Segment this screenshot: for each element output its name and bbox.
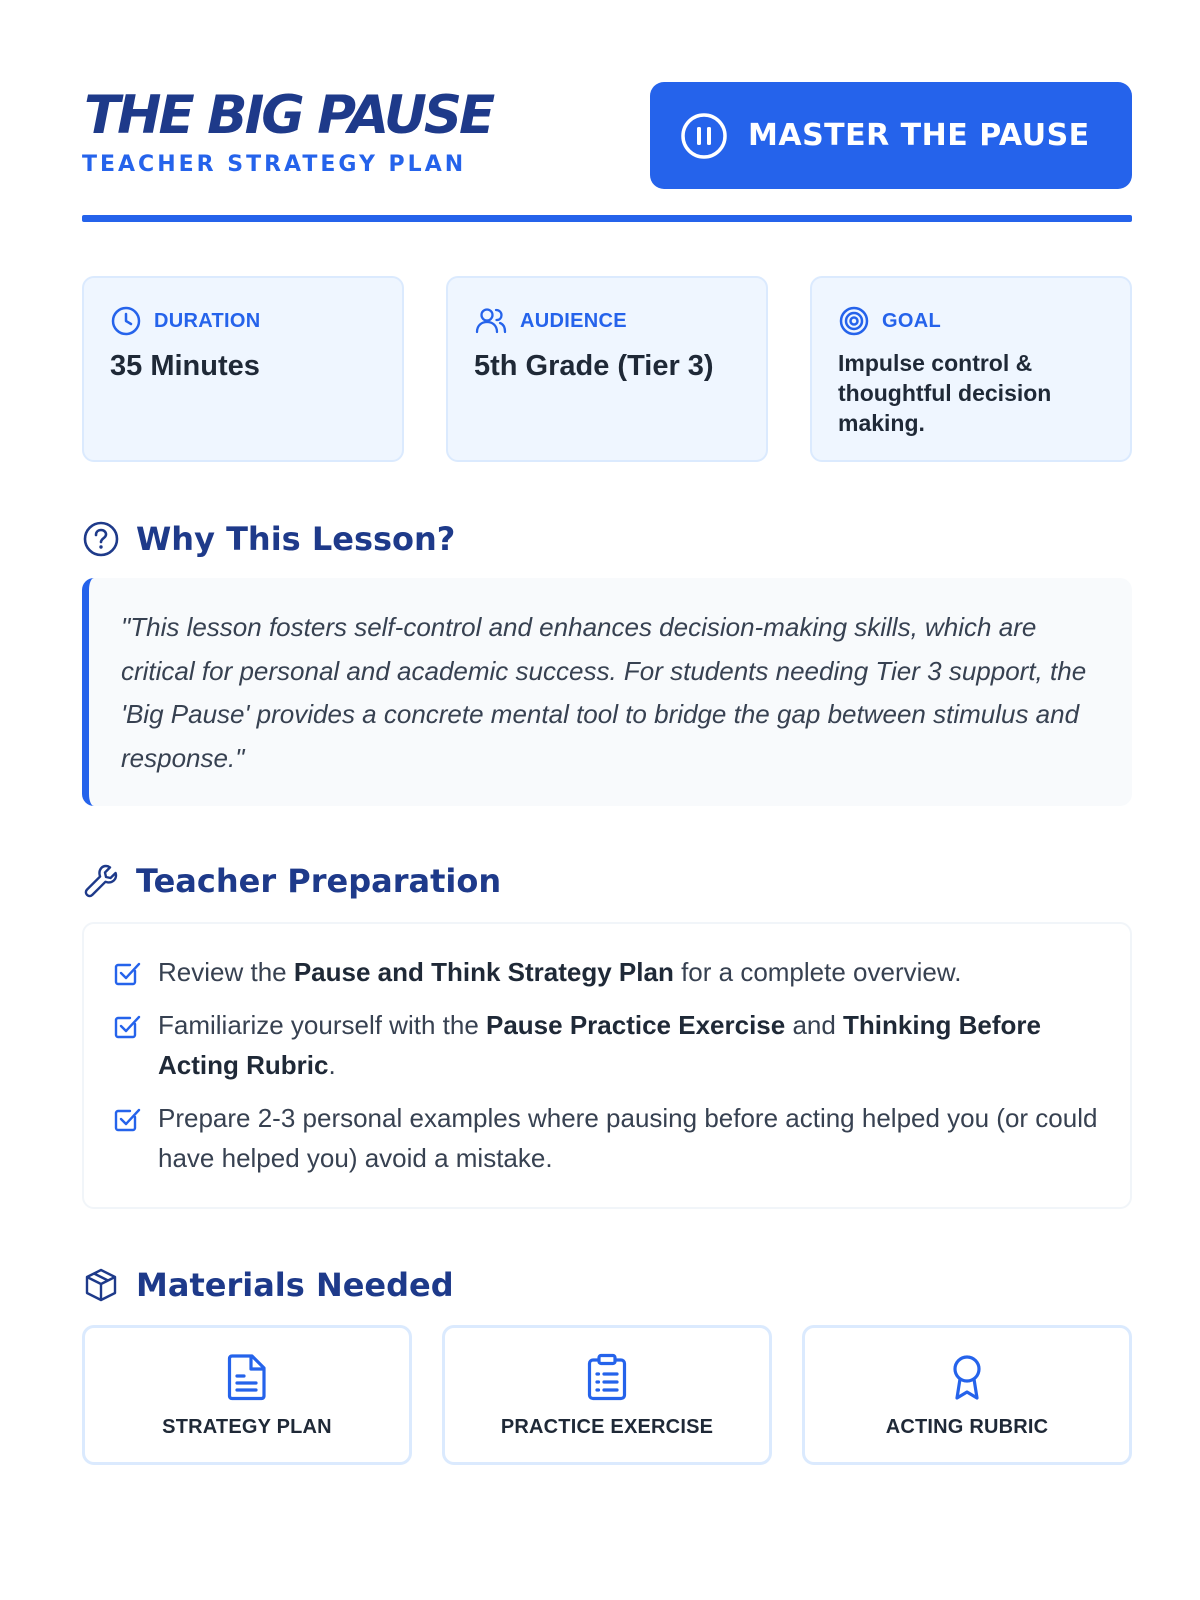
material-label: STRATEGY PLAN <box>162 1416 332 1438</box>
material-label: PRACTICE EXERCISE <box>500 1416 714 1438</box>
material-acting-rubric[interactable] <box>802 1325 1132 1465</box>
page-subtitle: TEACHER STRATEGY PLAN <box>82 152 467 177</box>
checkbox-checked-icon <box>112 1011 142 1041</box>
page-title: THE BIG PAUSE <box>84 85 493 146</box>
audience-value: 5th Grade (Tier 3) <box>474 350 714 382</box>
why-quote: "This lesson fosters self-control and enhances decision-making skills, which are critical for personal and academic success. For students needing Tier 3 support, the 'Big Pause' provides a concrete mental tool to bridge the gap between stimulus and response." <box>82 578 1132 806</box>
wrench-icon <box>82 862 120 900</box>
audience-label: AUDIENCE <box>520 309 627 332</box>
materials-list <box>82 1325 1132 1465</box>
material-practice-exercise[interactable] <box>442 1325 772 1465</box>
header-divider <box>82 215 1132 222</box>
checkbox-checked-icon <box>112 958 142 988</box>
pause-circle-icon <box>680 112 728 160</box>
prep-item-text: Prepare 2-3 personal examples where pausing before acting helped you (or could have helped you) avoid a mistake. <box>158 1103 1098 1173</box>
audience-card <box>446 276 768 462</box>
prep-section-heading <box>82 862 501 900</box>
document-icon <box>224 1352 270 1402</box>
users-icon <box>474 305 508 337</box>
goal-value: Impulse control & thoughtful decision making. <box>838 350 1052 436</box>
prep-item-text: Review the Pause and Think Strategy Plan for a complete overview. <box>158 957 962 987</box>
material-strategy-plan[interactable] <box>82 1325 412 1465</box>
header <box>82 0 1132 222</box>
prep-heading: Teacher Preparation <box>136 862 502 900</box>
materials-section-heading <box>82 1266 454 1304</box>
prep-item <box>112 952 1102 992</box>
materials-heading: Materials Needed <box>136 1266 454 1304</box>
prep-item <box>112 1005 1102 1085</box>
master-the-pause-button[interactable] <box>650 82 1132 189</box>
prep-item <box>112 1098 1102 1178</box>
cta-label: MASTER THE PAUSE <box>748 118 1090 153</box>
prep-checklist-card <box>82 922 1132 1209</box>
why-heading: Why This Lesson? <box>136 520 456 558</box>
target-icon <box>838 305 870 337</box>
goal-card <box>810 276 1132 462</box>
checkbox-checked-icon <box>112 1104 142 1134</box>
question-circle-icon <box>82 520 120 558</box>
prep-checklist <box>112 952 1102 1178</box>
material-label: ACTING RUBRIC <box>885 1416 1049 1438</box>
clipboard-list-icon <box>584 1352 630 1402</box>
goal-label: GOAL <box>882 309 941 332</box>
prep-item-text: Familiarize yourself with the Pause Practice Exercise and Thinking Before Acting Rubric. <box>158 1010 1041 1080</box>
duration-card <box>82 276 404 462</box>
package-icon <box>82 1266 120 1304</box>
info-cards <box>82 276 1132 462</box>
why-section-heading <box>82 520 455 558</box>
clock-icon <box>110 305 142 337</box>
lesson-plan-page <box>82 0 1132 1438</box>
award-ribbon-icon <box>944 1352 990 1402</box>
duration-value: 35 Minutes <box>110 350 260 382</box>
duration-label: DURATION <box>154 309 261 332</box>
